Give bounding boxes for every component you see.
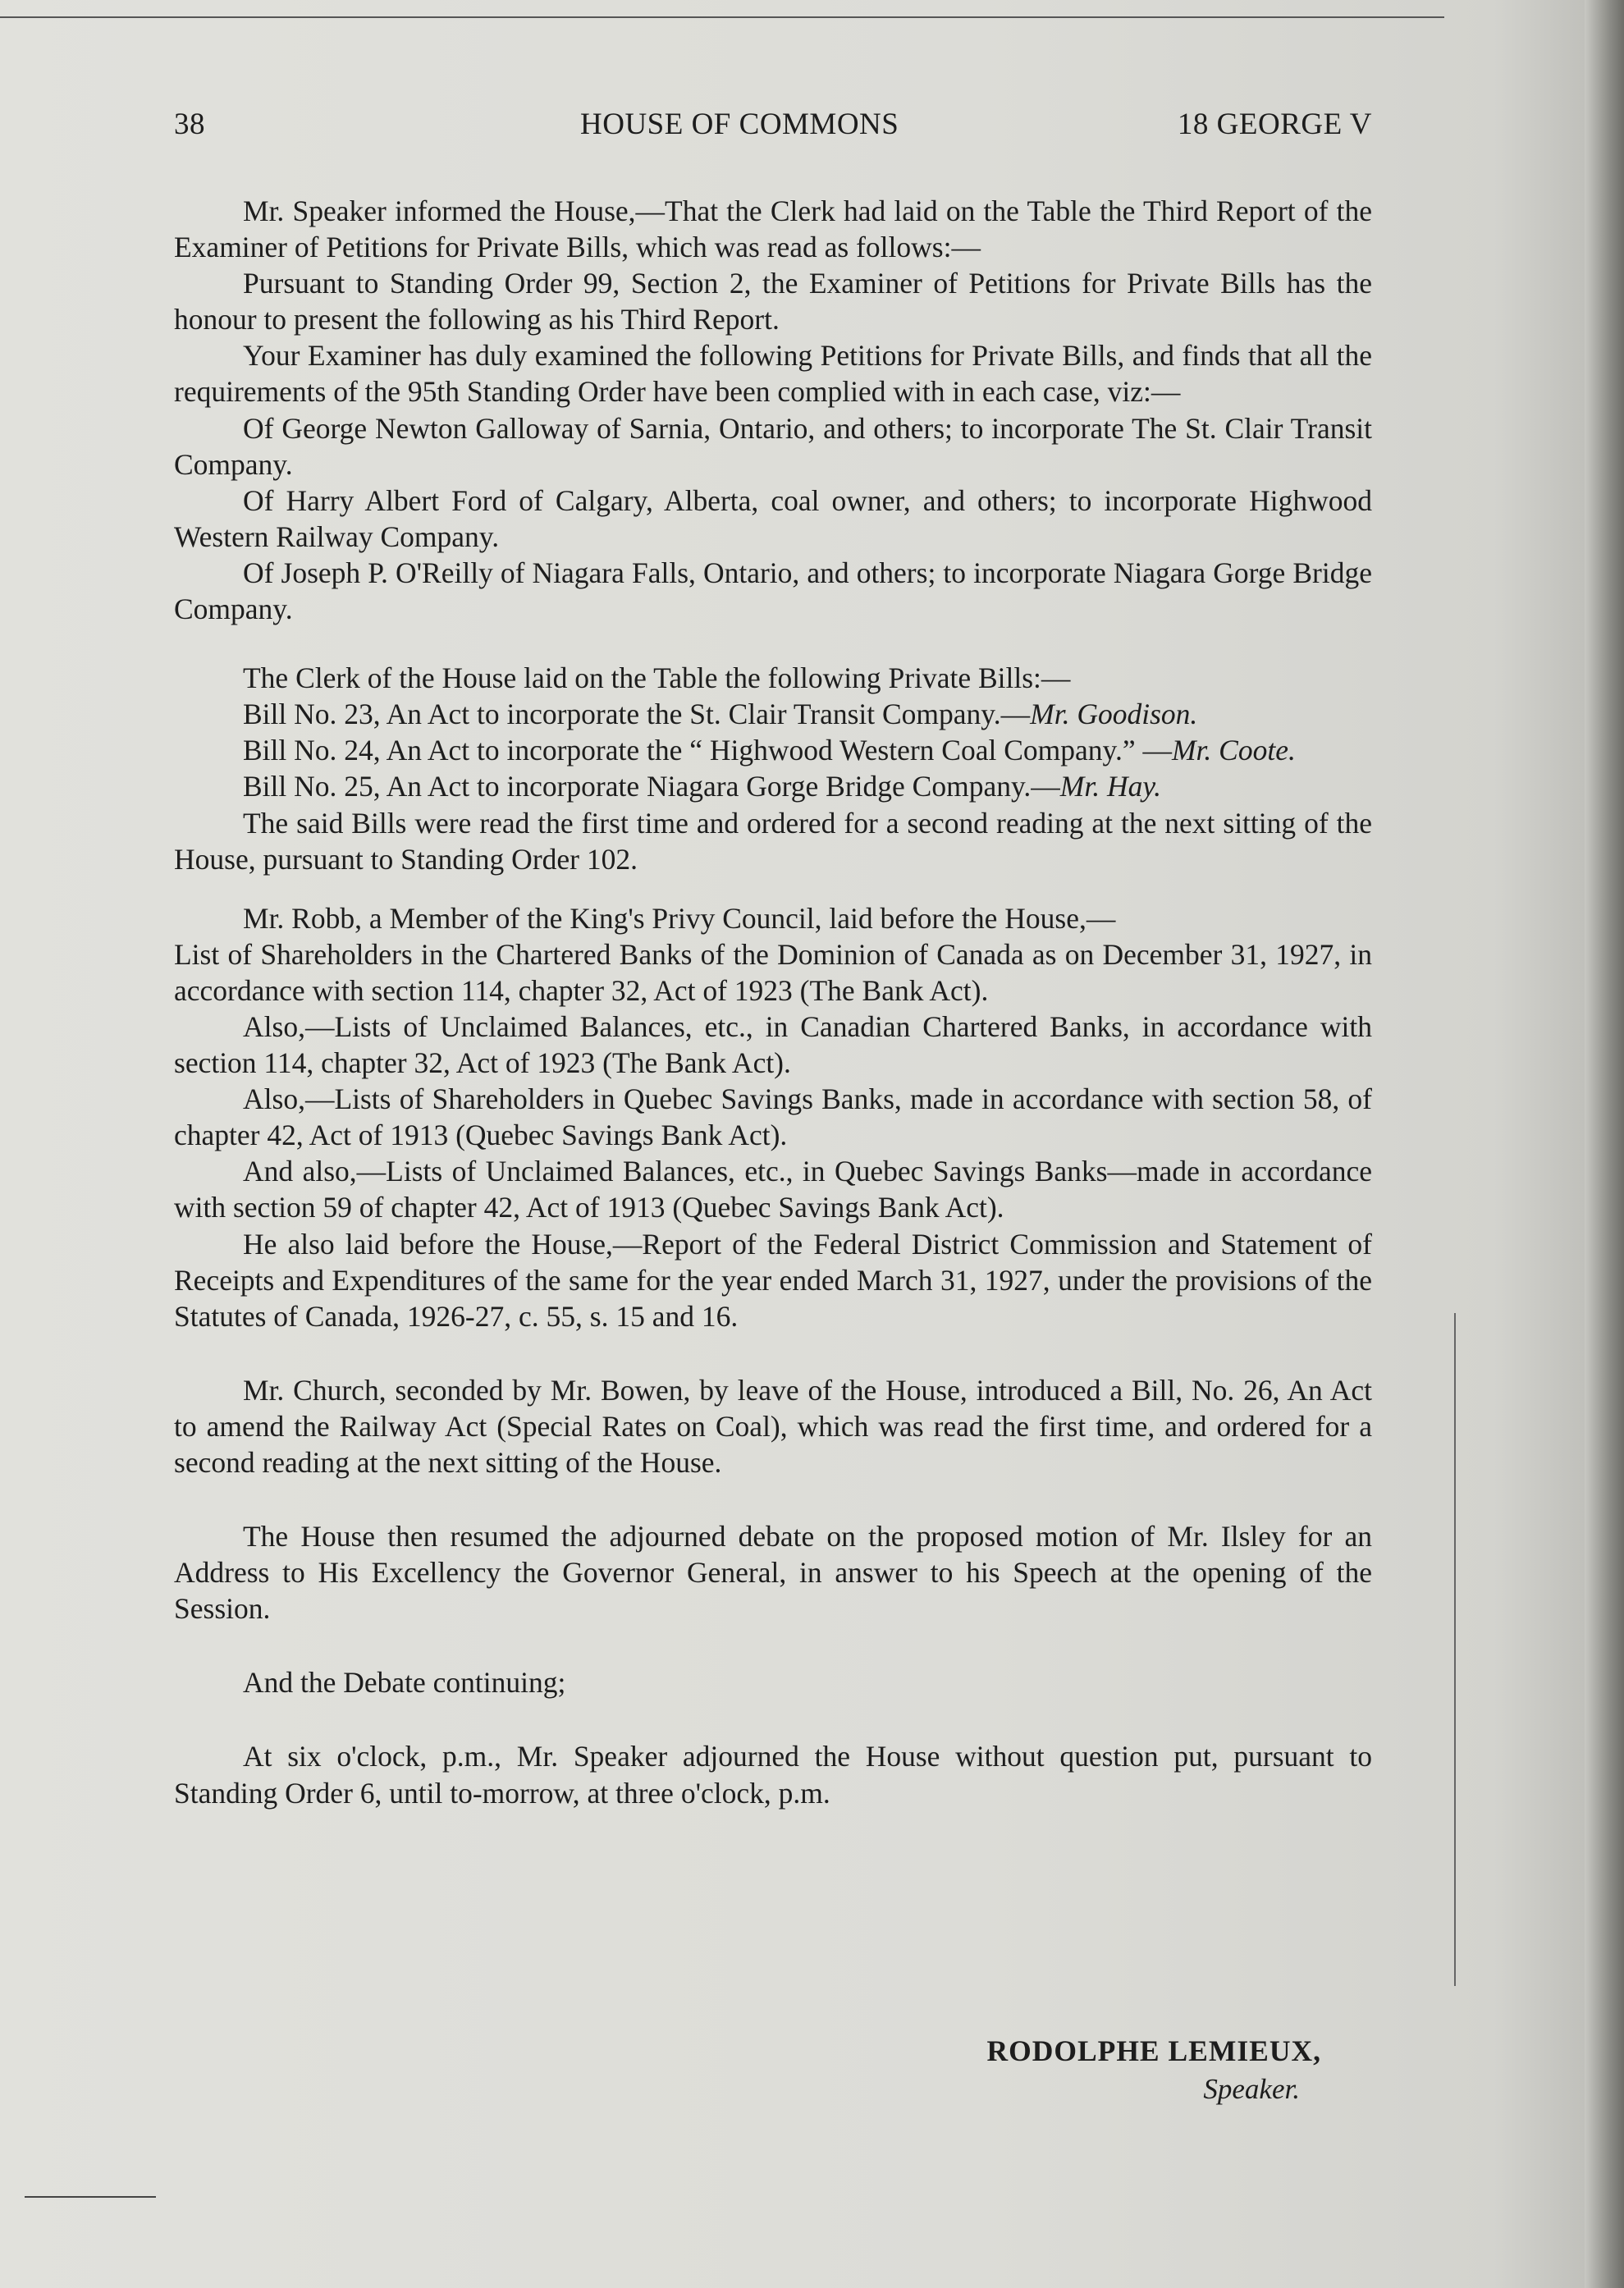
- signatory-name: RODOLPHE LEMIEUX,: [986, 2034, 1321, 2067]
- header-reign: 18 GEORGE V: [1177, 108, 1372, 141]
- paragraph-unclaimed-quebec: And also,—Lists of Unclaimed Balances, etc., in Quebec Savings Banks—made in accordance with section 59 of chapter 42, Act of 1913 (Quebec Savings Bank Act).: [174, 1155, 1372, 1224]
- book-spine-shadow: [1585, 0, 1624, 2288]
- bill-25-sponsor: Mr. Hay.: [1059, 770, 1162, 803]
- paragraph-clerk-private-bills: The Clerk of the House laid on the Table the following Private Bills:—: [243, 661, 1071, 695]
- paragraph-unclaimed-chartered: Also,—Lists of Unclaimed Balances, etc., in Canadian Chartered Banks, in accordance with section 114, chapter 32, Act of 1923 (The Bank Act).: [174, 1009, 1372, 1080]
- page-number: 38: [174, 108, 205, 141]
- paragraph-speaker-informed: Mr. Speaker informed the House,—That the Clerk had laid on the Table the Third Report of the Examiner of Petitions for Private Bills, which was read as follows:—: [174, 194, 1372, 264]
- bill-24-sponsor: Mr. Coote.: [1171, 734, 1296, 767]
- paragraph-robb: Mr. Robb, a Member of the King's Privy Council, laid before the House,—: [243, 901, 1116, 935]
- running-header: [174, 107, 1372, 148]
- paragraph-bill-25: [174, 768, 1372, 804]
- paragraph-petition-ford: Of Harry Albert Ford of Calgary, Alberta, coal owner, and others; to incorporate Highwood Western Railway Company.: [174, 483, 1372, 553]
- paragraph-federal-district: He also laid before the House,—Report of the Federal District Commission and Statement of Receipts and Expenditures of the same for the year ended March 31, 1927, under the provisions of the Statutes of Canada, 1926-27, c. 55, s. 15 and 16.: [174, 1227, 1372, 1333]
- paragraph-shareholders-list: List of Shareholders in the Chartered Banks of the Dominion of Canada as on December 31, 1927, in accordance with section 114, chapter 32, Act of 1923 (The Bank Act).: [174, 937, 1372, 1007]
- paragraph-examiner: Your Examiner has duly examined the following Petitions for Private Bills, and finds that all the requirements of the 95th Standing Order have been complied with in each case, viz:—: [174, 339, 1372, 409]
- paragraph-first-reading: The said Bills were read the first time and ordered for a second reading at the next sitting of the House, pursuant to Standing Order 102.: [174, 806, 1372, 876]
- journal-body: [174, 193, 1372, 1811]
- paragraph-bill-24: [174, 732, 1372, 768]
- paragraph-resumed-debate: The House then resumed the adjourned debate on the proposed motion of Mr. Ilsley for an Address to His Excellency the Governor General, in answer to his Speech at the opening of the Session.: [174, 1520, 1372, 1626]
- paragraph-shareholders-quebec: Also,—Lists of Shareholders in Quebec Savings Banks, made in accordance with section 58, of chapter 42, Act of 1913 (Quebec Savings Bank Act).: [174, 1082, 1372, 1152]
- paragraph-petition-oreilly: Of Joseph P. O'Reilly of Niagara Falls, Ontario, and others; to incorporate Niagara Gorge Bridge Company.: [174, 556, 1372, 626]
- bill-25-text: Bill No. 25, An Act to incorporate Niagara Gorge Bridge Company.—: [243, 770, 1060, 803]
- signatory-title: Speaker.: [1203, 2073, 1300, 2105]
- bill-23-text: Bill No. 23, An Act to incorporate the St. Clair Transit Company.—: [243, 698, 1031, 731]
- bill-24-text: Bill No. 24, An Act to incorporate the “ Highwood Western Coal Company.” —: [243, 734, 1172, 767]
- signature-block: [174, 2034, 1372, 2106]
- paragraph-pursuant: Pursuant to Standing Order 99, Section 2, the Examiner of Petitions for Private Bills has the honour to present the following as his Third Report.: [174, 267, 1372, 336]
- top-rule: [0, 16, 1444, 18]
- bill-23-sponsor: Mr. Goodison.: [1030, 698, 1198, 731]
- bleed-through-rule: [1454, 1313, 1456, 1986]
- paragraph-bill-23: [174, 696, 1372, 732]
- paragraph-debate-continuing: And the Debate continuing;: [243, 1666, 566, 1700]
- header-title: HOUSE OF COMMONS: [580, 108, 899, 141]
- paragraph-church-bill: Mr. Church, seconded by Mr. Bowen, by leave of the House, introduced a Bill, No. 26, An Act to amend the Railway Act (Special Rates on Coal), which was read the first time, and ordered for a second reading at the next sitting of the House.: [174, 1373, 1372, 1479]
- paragraph-adjourned: At six o'clock, p.m., Mr. Speaker adjourned the House without question put, pursuant to Standing Order 6, until to-morrow, at three o'clock, p.m.: [174, 1740, 1372, 1810]
- paragraph-petition-galloway: Of George Newton Galloway of Sarnia, Ontario, and others; to incorporate The St. Clair Transit Company.: [174, 411, 1372, 481]
- bottom-rule: [25, 2196, 156, 2198]
